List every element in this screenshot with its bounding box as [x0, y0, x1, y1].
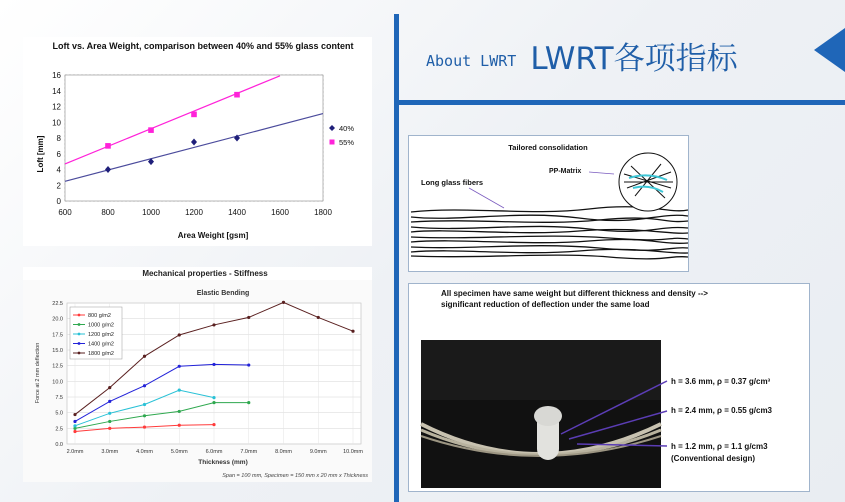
y-tick-label: 22.5 — [52, 301, 63, 307]
data-point-1800 g/m2 — [351, 330, 354, 333]
y-tick-label: 20.0 — [52, 316, 63, 323]
y-tick-label: 17.5 — [52, 332, 63, 339]
loft-chart-axes — [65, 75, 323, 201]
fiber-bundle — [411, 207, 688, 259]
data-point-1800 g/m2 — [212, 323, 215, 326]
y-tick-label: 12.5 — [52, 363, 63, 370]
legend-label: 1000 g/m2 — [88, 322, 114, 329]
y-tick-label: 2 — [56, 181, 61, 191]
data-point-1000 g/m2 — [143, 414, 146, 417]
legend-marker — [78, 333, 81, 336]
x-tick-label: 10.0mm — [343, 449, 363, 455]
consolidation-panel — [408, 135, 689, 272]
data-point-1000 g/m2 — [247, 401, 250, 404]
data-point-1400 g/m2 — [143, 384, 146, 387]
data-point-800 g/m2 — [212, 423, 215, 426]
loft-chart-panel — [23, 37, 372, 246]
y-tick-label: 4 — [56, 165, 61, 175]
y-tick-label: 15.0 — [52, 348, 63, 354]
bending-chart — [23, 267, 372, 482]
x-tick-label: 1200 — [185, 208, 203, 217]
label-2-4mm: h = 2.4 mm, ρ = 0.55 g/cm3 — [671, 406, 772, 415]
data-point-1800 g/m2 — [73, 413, 76, 416]
x-tick-label: 800 — [101, 208, 115, 217]
x-tick-label: 8.0mm — [275, 449, 292, 455]
consolidation-illustration — [409, 136, 688, 271]
legend-label: 1800 g/m2 — [88, 351, 114, 357]
data-point-1800 g/m2 — [108, 386, 111, 389]
bending-chart-header: Mechanical properties - Stiffness — [142, 269, 268, 278]
legend-label: 40% — [339, 124, 355, 133]
legend-marker — [78, 323, 81, 326]
loft-plot-area — [65, 75, 323, 201]
data-point-800 g/m2 — [73, 430, 76, 433]
data-point-1800 g/m2 — [317, 316, 320, 319]
data-point-800 g/m2 — [178, 424, 181, 427]
x-tick-label: 7.0mm — [240, 449, 258, 455]
data-point-1800 g/m2 — [282, 301, 285, 304]
data-point-800 g/m2 — [108, 427, 111, 430]
page-header — [426, 28, 738, 78]
header-subtitle: About LWRT — [426, 52, 517, 70]
data-point-1000 g/m2 — [212, 401, 215, 404]
specimen-note: All specimen have same weight but different thickness and density --> — [441, 289, 708, 298]
label-conventional: (Conventional design) — [671, 454, 755, 463]
data-point-1000 g/m2 — [178, 410, 181, 413]
loft-chart-xlabel: Area Weight [gsm] — [177, 231, 249, 240]
loft-chart-legend — [329, 124, 354, 147]
y-tick-label: 10 — [52, 118, 61, 128]
legend-label: 800 g/m2 — [88, 313, 111, 319]
legend-marker — [78, 314, 81, 317]
bending-chart-legend — [70, 307, 122, 359]
x-tick-label: 1000 — [142, 208, 160, 217]
legend-marker — [329, 125, 335, 131]
bending-chart-footnote: Span = 100 mm, Specimen = 150 mm x 20 mm x Thickness — [222, 473, 368, 479]
fibers-leader — [469, 188, 504, 208]
legend-label: 55% — [339, 138, 355, 147]
loft-chart-title: Loft vs. Area Weight, comparison between 40% and 55% glass content — [52, 41, 354, 51]
x-tick-label: 1600 — [271, 208, 289, 217]
data-point-1800 g/m2 — [247, 316, 250, 319]
data-point-1400 g/m2 — [108, 400, 111, 403]
loft-chart — [23, 37, 372, 246]
label-3-6mm: h = 3.6 mm, ρ = 0.37 g/cm³ — [671, 377, 771, 386]
specimen-illustration — [409, 284, 809, 491]
data-point-1400 g/m2 — [73, 420, 76, 423]
accent-vertical-bar — [394, 14, 399, 502]
legend-label: 1200 g/m2 — [88, 332, 114, 338]
data-point-800 g/m2 — [143, 425, 146, 428]
y-tick-label: 6 — [56, 149, 61, 159]
data-point-1400 g/m2 — [178, 365, 181, 368]
data-point-1200 g/m2 — [143, 403, 146, 406]
pp-matrix-leader — [589, 172, 614, 174]
y-tick-label: 14 — [52, 86, 61, 96]
photo-backdrop — [421, 340, 661, 400]
header-arrow-icon — [814, 28, 845, 72]
bending-chart-panel — [23, 267, 372, 482]
data-point-1000 g/m2 — [108, 420, 111, 423]
legend-marker — [78, 352, 81, 355]
legend-marker — [330, 140, 335, 145]
consolidation-title: Tailored consolidation — [508, 143, 588, 152]
x-tick-label: 4.0mm — [136, 449, 153, 455]
y-tick-label: 0 — [56, 197, 61, 206]
x-tick-label: 5.0mm — [170, 449, 188, 455]
label-1-2mm: h = 1.2 mm, ρ = 1.1 g/cm3 — [671, 442, 768, 451]
y-tick-label: 2.5 — [55, 426, 63, 433]
x-tick-label: 6.0mm — [205, 449, 223, 455]
long-glass-fibers-label: Long glass fibers — [421, 178, 484, 187]
accent-horizontal-bar — [394, 100, 845, 105]
data-point-55% — [148, 127, 154, 133]
x-tick-label: 3.0mm — [101, 449, 119, 455]
data-point-55% — [234, 92, 240, 98]
bending-chart-xlabel: Thickness (mm) — [198, 459, 248, 466]
data-point-1200 g/m2 — [178, 389, 181, 392]
data-point-55% — [191, 112, 197, 118]
bending-chart-ylabel: Force at 2 mm deflection — [35, 342, 41, 404]
legend-marker — [78, 342, 81, 345]
y-tick-label: 10.0 — [52, 379, 63, 386]
y-tick-label: 5.0 — [55, 410, 63, 417]
x-tick-label: 9.0mm — [309, 449, 327, 455]
data-point-1200 g/m2 — [212, 396, 215, 399]
data-point-1400 g/m2 — [212, 363, 215, 366]
y-tick-label: 7.5 — [55, 395, 63, 401]
specimen-note-line-2: significant reduction of deflection under the same load — [441, 300, 650, 309]
pp-matrix-label: PP-Matrix — [549, 168, 582, 175]
x-tick-label: 2.0mm — [66, 449, 84, 455]
x-tick-label: 600 — [58, 208, 72, 217]
loft-chart-ylabel: Loft [mm] — [36, 135, 45, 173]
data-point-1400 g/m2 — [247, 363, 250, 366]
data-point-1800 g/m2 — [178, 333, 181, 336]
x-tick-label: 1400 — [228, 208, 246, 217]
data-point-55% — [105, 143, 111, 149]
specimen-note-line-1 — [441, 289, 710, 309]
data-point-1800 g/m2 — [143, 355, 146, 358]
specimen-panel — [408, 283, 810, 492]
load-cylinder-top — [534, 406, 562, 426]
data-point-1200 g/m2 — [108, 412, 111, 415]
y-tick-label: 8 — [56, 134, 61, 143]
data-point-1200 g/m2 — [73, 424, 76, 427]
x-tick-label: 1800 — [314, 208, 332, 217]
y-tick-label: 16 — [52, 71, 61, 80]
y-tick-label: 0.0 — [55, 442, 63, 448]
bending-chart-title: Elastic Bending — [196, 290, 250, 297]
header-title: LWRT各项指标 — [530, 41, 738, 77]
y-tick-label: 12 — [52, 102, 61, 112]
legend-label: 1400 g/m2 — [88, 341, 114, 348]
